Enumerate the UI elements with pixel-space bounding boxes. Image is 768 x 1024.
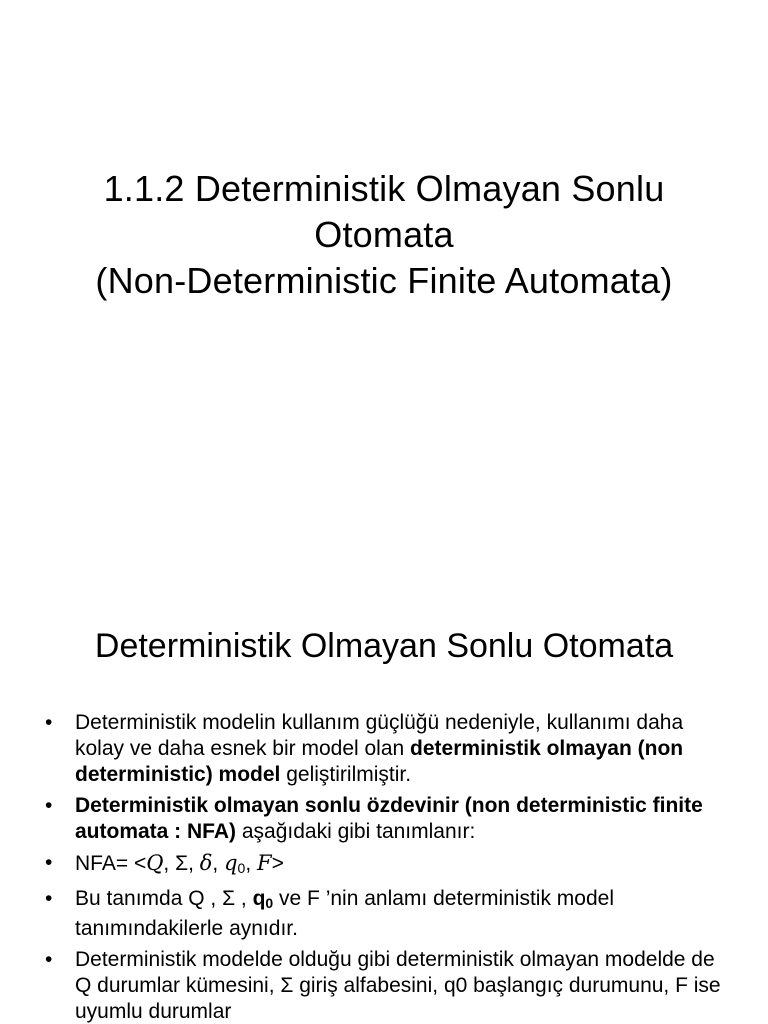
math-Q: Q [146,851,164,875]
bullet-item [45,886,735,942]
nfa-prefix: NFA= < [75,852,147,875]
bullet-bold-subscript: 0 [265,895,274,911]
slide-heading: Deterministik Olmayan Sonlu Otomata [94,627,674,665]
bullet-list [45,710,735,1024]
slide-title [0,166,768,304]
bullet-item [45,793,735,845]
title-line: 1.1.2 Deterministik Olmayan Sonlu [103,168,665,209]
nfa-suffix: > [271,852,284,875]
math-sigma: Σ [175,852,189,875]
bullet-item [45,947,735,1024]
bullet-bold-text: deterministik olmayan (non deterministic) model [75,737,684,786]
bullet-bold-text: Deterministik olmayan sonlu özdevinir (non deterministic finite automata : NFA) [75,794,703,843]
bullet-text: Bu tanımda Q , Σ , [75,887,253,910]
title-line: (Non-Deterministic Finite Automata) [95,260,673,301]
bullet-bold-text: q [252,887,266,910]
bullet-text: Deterministik modelin kullanım güçlüğü nedeniyle, kullanımı daha kolay ve daha esnek bir model olan [75,711,684,760]
bullet-item: • NFA= <Q, Σ, δ, $q_0$, F> [45,850,735,881]
bullet-item [45,710,735,788]
math-q: q [224,851,238,875]
bullet-text: geliştirilmiştir. [280,763,412,786]
math-F: F [257,851,272,875]
math-delta: δ [199,851,213,875]
content-slide [0,576,768,1024]
bullet-text: aşağıdaki gibi tanımlanır: [236,820,476,843]
bullet-text: ve F ’nin anlamı deterministik model tanımındakilerle aynıdır. [75,887,614,940]
math-q-subscript: 0 [237,860,246,876]
bullet-text: Deterministik modelde olduğu gibi deterministik olmayan modelde de Q durumlar kümesini, Σ giriş alfabesini, q0 başlangıç durumunu, F ise uyumlu durumlar [75,948,721,1023]
title-line: Otomata [314,214,454,255]
